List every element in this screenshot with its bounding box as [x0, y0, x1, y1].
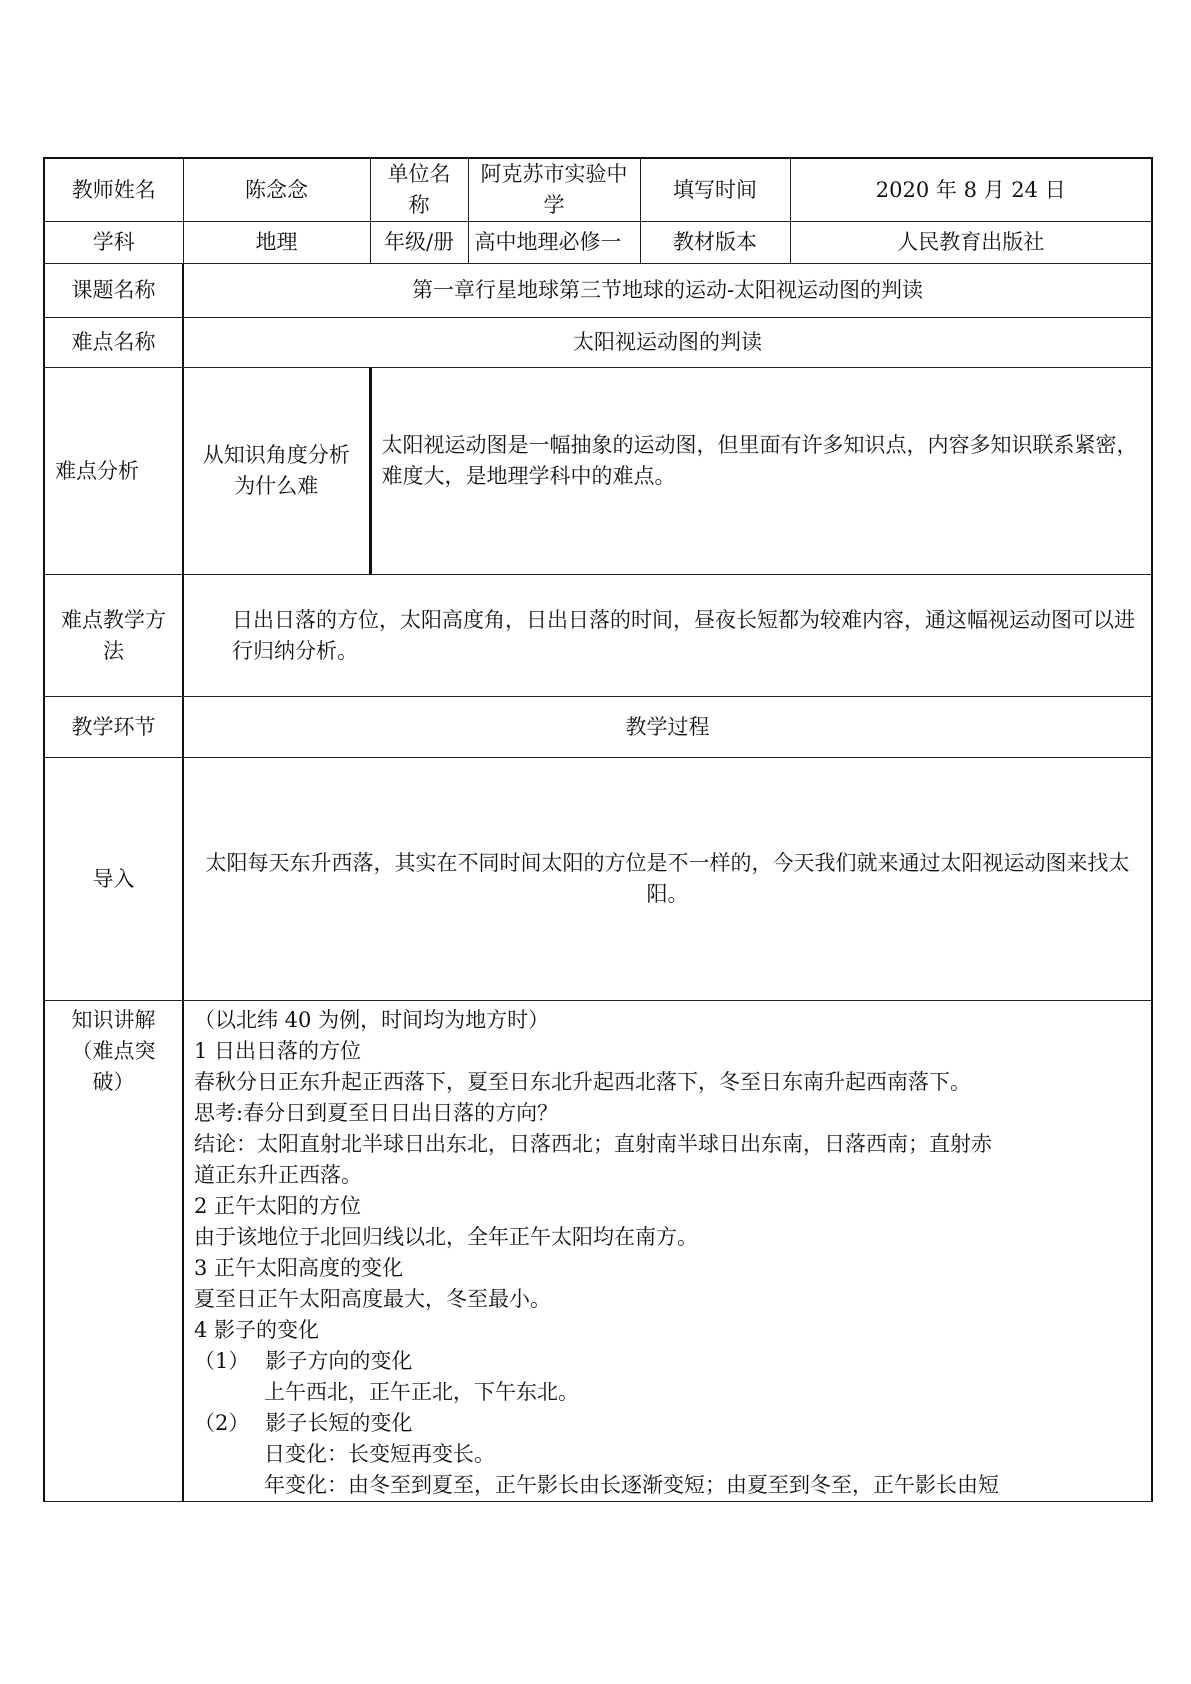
knowledge-row — [44, 1001, 1152, 1502]
item-title: 影子方向的变化 — [265, 1349, 413, 1373]
edition-value: 人民教育出版社 — [790, 222, 1152, 264]
knowledge-line: 思考:春分日到夏至日日出日落的方向？ — [194, 1101, 559, 1125]
knowledge-line: 4 影子的变化 — [194, 1318, 320, 1342]
analysis-row — [44, 368, 1152, 575]
header-row-1 — [44, 158, 1152, 222]
item-title: 影子长短的变化 — [265, 1411, 413, 1435]
lesson-plan-form — [43, 157, 1151, 1523]
process-label: 教学环节 — [44, 697, 183, 758]
intro-label: 导入 — [44, 758, 183, 1001]
method-text: 日出日落的方位，太阳高度角，日出日落的时间，昼夜长短都为较难内容，通这幅视运动图可以进行归纳分析。 — [183, 575, 1152, 697]
topic-label: 课题名称 — [44, 264, 183, 318]
knowledge-line: 2 正午太阳的方位 — [194, 1194, 362, 1218]
topic-row — [44, 264, 1152, 318]
lesson-plan-table — [43, 157, 1153, 1502]
method-row — [44, 575, 1152, 697]
unit-value: 阿克苏市实验中学 — [468, 158, 640, 222]
knowledge-item-2 — [194, 1408, 1143, 1439]
process-value: 教学过程 — [183, 697, 1152, 758]
knowledge-line: 结论：太阳直射北半球日出东北，日落西北；直射南半球日出东南，日落西南；直射赤 — [194, 1132, 992, 1156]
knowledge-label-line-1: 知识讲解 — [71, 1008, 156, 1032]
grade-label: 年级/册 — [370, 222, 468, 264]
date-label: 填写时间 — [640, 158, 790, 222]
topic-value: 第一章行星地球第三节地球的运动-太阳视运动图的判读 — [183, 264, 1152, 318]
difficulty-value: 太阳视运动图的判读 — [183, 318, 1152, 368]
analysis-label: 难点分析 — [44, 368, 183, 575]
teacher-value: 陈念念 — [183, 158, 370, 222]
item-number: （2） — [194, 1411, 250, 1435]
subject-value: 地理 — [183, 222, 370, 264]
analysis-sub-label: 从知识角度分析为什么难 — [183, 368, 370, 575]
analysis-text: 太阳视运动图是一幅抽象的运动图，但里面有许多知识点，内容多知识联系紧密，难度大，是地理学科中的难点。 — [370, 368, 1152, 575]
knowledge-item-2-day: 日变化：长变短再变长。 — [264, 1442, 495, 1466]
knowledge-line: 夏至日正午太阳高度最大，冬至最小。 — [194, 1287, 551, 1311]
knowledge-item-2-year: 年变化：由冬至到夏至，正午影长由长逐渐变短；由夏至到冬至，正午影长由短 — [264, 1473, 999, 1497]
method-label: 难点教学方法 — [44, 575, 183, 697]
knowledge-item-1 — [194, 1346, 1143, 1377]
item-number: （1） — [194, 1349, 250, 1373]
knowledge-line: 由于该地位于北回归线以北，全年正午太阳均在南方。 — [194, 1225, 698, 1249]
date-value: 2020 年 8 月 24 日 — [790, 158, 1152, 222]
process-row — [44, 697, 1152, 758]
unit-label: 单位名称 — [370, 158, 468, 222]
knowledge-line: 道正东升正西落。 — [194, 1163, 362, 1187]
knowledge-item-1-text: 上午西北，正午正北，下午东北。 — [264, 1380, 579, 1404]
knowledge-content — [183, 1001, 1152, 1502]
knowledge-label-line-3: 破） — [92, 1070, 135, 1094]
knowledge-label-line-2: （难点突 — [71, 1039, 156, 1063]
intro-text: 太阳每天东升西落，其实在不同时间太阳的方位是不一样的，今天我们就来通过太阳视运动图来找太阳。 — [183, 758, 1152, 1001]
subject-label: 学科 — [44, 222, 183, 264]
edition-label: 教材版本 — [640, 222, 790, 264]
knowledge-line: 3 正午太阳高度的变化 — [194, 1256, 404, 1280]
teacher-label: 教师姓名 — [44, 158, 183, 222]
knowledge-line: （以北纬 40 为例，时间均为地方时） — [194, 1008, 550, 1032]
difficulty-label: 难点名称 — [44, 318, 183, 368]
grade-value: 高中地理必修一 — [468, 222, 640, 264]
header-row-2 — [44, 222, 1152, 264]
knowledge-label — [44, 1001, 183, 1502]
difficulty-row — [44, 318, 1152, 368]
knowledge-line: 1 日出日落的方位 — [194, 1039, 362, 1063]
intro-row — [44, 758, 1152, 1001]
knowledge-line: 春秋分日正东升起正西落下，夏至日东北升起西北落下，冬至日东南升起西南落下。 — [194, 1070, 971, 1094]
